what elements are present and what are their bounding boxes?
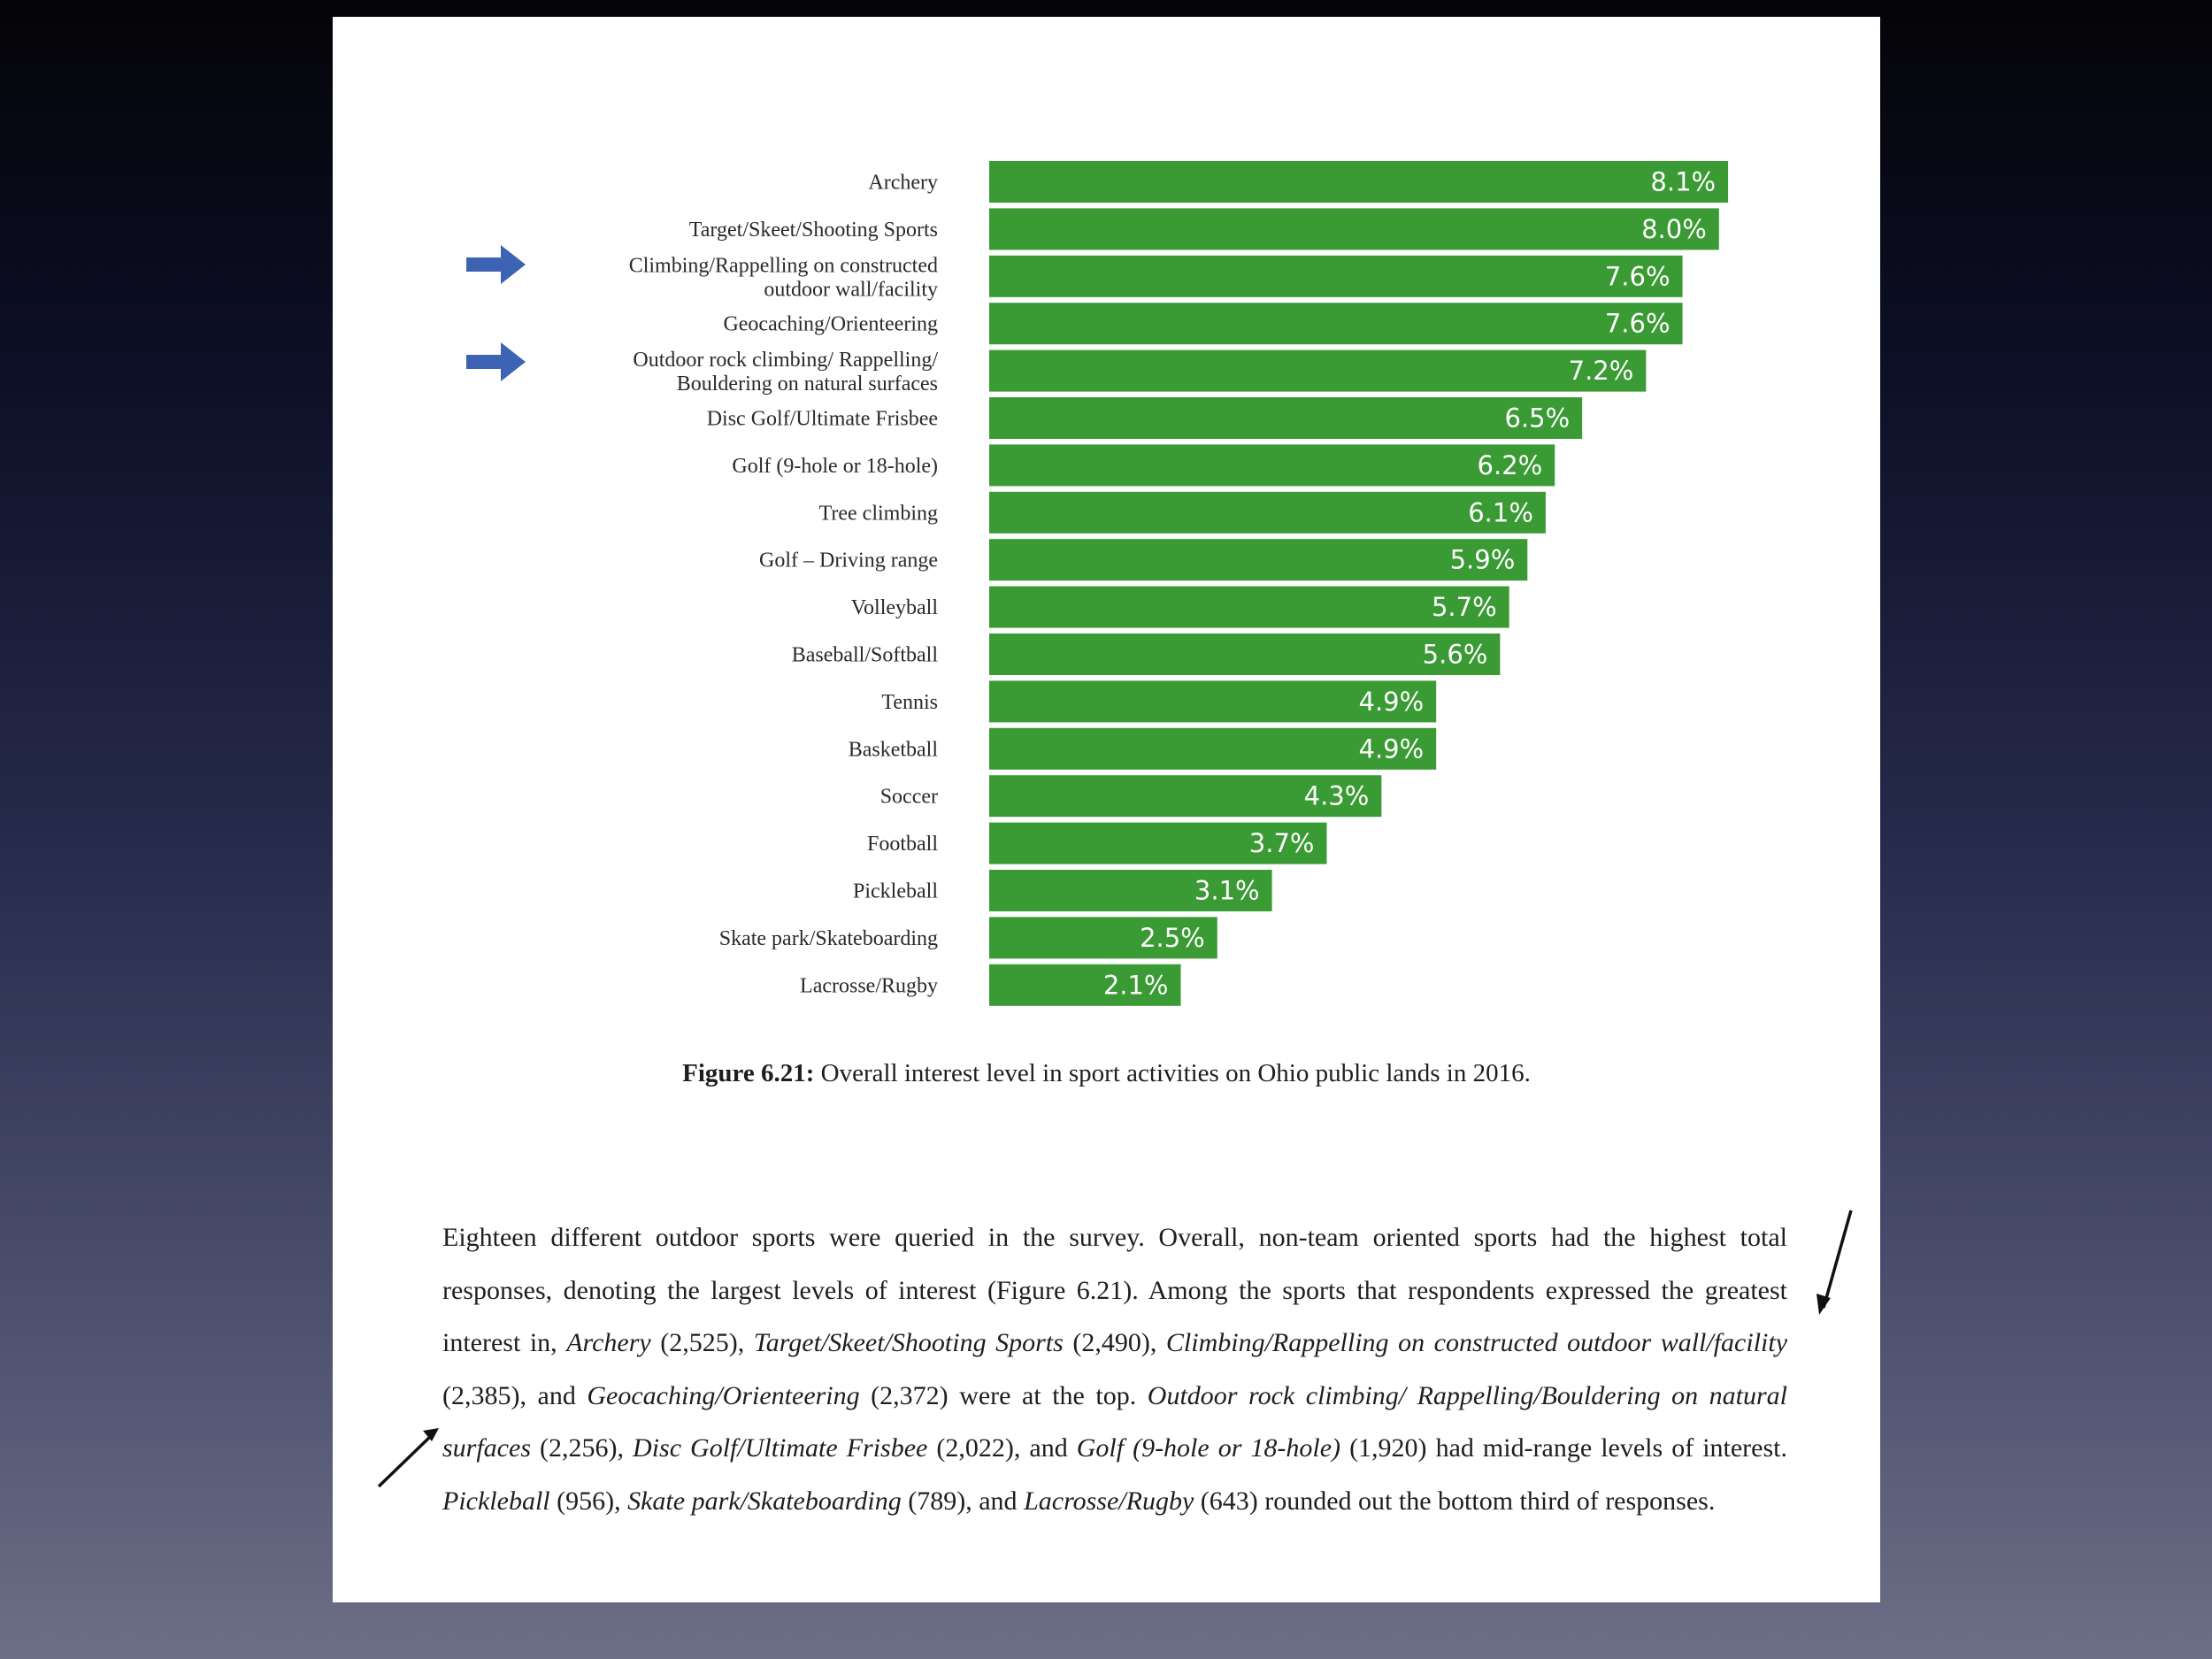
bar [989,208,1719,250]
figure-caption [333,1059,1880,1088]
category-label: Football [866,833,938,856]
paragraph-text: (2,490), [1063,1328,1166,1357]
data-label: 6.1% [1468,497,1533,528]
bar [989,161,1728,203]
bar [989,397,1582,439]
data-label: 6.5% [1504,403,1571,434]
data-label: 5.9% [1449,544,1516,575]
paragraph-text: (2,022), and [927,1433,1077,1463]
bar-chart [333,17,1880,1061]
paragraph-text: (2,385), and [442,1380,588,1410]
data-label: 5.6% [1422,639,1488,670]
category-label: Outdoor rock climbing/ Rappelling/ [633,349,938,373]
bar [989,444,1555,486]
italic-term: Archery [566,1328,651,1357]
paragraph-text: (789), and [901,1486,1025,1516]
category-label: outdoor wall/facility [764,278,938,302]
italic-term: Lacrosse/Rugby [1024,1486,1194,1516]
body-paragraph [442,1211,1787,1527]
paragraph-text: (2,525), [650,1328,754,1357]
paragraph-text: Eighteen different outdoor sports were queried in the survey. Overall, non-team oriented sports had the highest total responses, denoting the largest levels of interest (Figure 6.21). Among the sports that respondents expressed the greatest interest in, [442,1223,1787,1357]
category-label: Golf (9-hole or 18-hole) [732,454,938,478]
category-label: Lacrosse/Rugby [800,974,938,998]
category-label: Tennis [881,690,938,714]
paragraph-text: (643) rounded out the bottom third of responses. [1194,1486,1716,1516]
paragraph-text: (2,372) were at the top. [859,1380,1148,1410]
italic-term: Golf (9-hole or 18-hole) [1076,1433,1341,1463]
bar [989,303,1683,344]
data-label: 3.7% [1248,828,1315,859]
category-label: Volleyball [850,596,938,620]
italic-term: Geocaching/Orienteering [587,1380,860,1410]
document-page [333,17,1880,1602]
category-label: Bouldering on natural surfaces [676,373,938,396]
data-label: 5.7% [1431,592,1497,623]
data-label: 4.9% [1358,686,1425,717]
data-label: 6.2% [1477,449,1543,480]
italic-term: Disc Golf/Ultimate Frisbee [633,1433,928,1463]
category-label: Target/Skeet/Shooting Sports [688,218,938,242]
category-label: Golf – Driving range [759,549,938,572]
italic-term: Pickleball [442,1486,550,1516]
data-label: 4.9% [1358,733,1425,764]
bar [989,492,1546,534]
bar [989,350,1646,392]
paragraph-text: (1,920) had mid-range levels of interest. [1340,1433,1788,1463]
paragraph-text: (2,256), [531,1433,634,1463]
category-label: Climbing/Rappelling on constructed [628,254,938,278]
data-label: 4.3% [1303,780,1370,811]
category-label: Archery [868,171,938,195]
italic-term: Skate park/Skateboarding [627,1486,902,1516]
category-label: Skate park/Skateboarding [718,926,938,950]
data-label: 7.6% [1604,308,1671,339]
italic-term: Target/Skeet/Shooting Sports [753,1328,1064,1357]
category-label: Tree climbing [818,502,938,526]
figure-caption-label: Figure 6.21: [682,1059,815,1087]
category-label: Soccer [879,785,938,809]
figure-caption-text: Overall interest level in sport activities on Ohio public lands in 2016. [820,1059,1531,1087]
data-label: 2.1% [1102,970,1169,1001]
bar [989,539,1527,580]
paragraph-text: (956), [549,1486,628,1516]
category-label: Geocaching/Orienteering [723,312,938,336]
category-label: Disc Golf/Ultimate Frisbee [706,407,938,431]
data-label: 7.2% [1568,356,1634,387]
category-label: Baseball/Softball [791,643,938,667]
data-label: 8.0% [1641,213,1707,244]
data-label: 8.1% [1650,166,1717,197]
italic-term: Outdoor rock climbing/ Rappelling/Bouldering on natural surfaces [442,1380,1788,1463]
category-label: Pickleball [853,879,938,903]
category-label: Basketball [848,738,938,762]
bar [989,256,1683,297]
data-label: 7.6% [1604,261,1671,292]
data-label: 3.1% [1194,875,1260,906]
data-label: 2.5% [1140,922,1205,953]
italic-term: Climbing/Rappelling on constructed outdoor wall/facility [1165,1328,1788,1357]
